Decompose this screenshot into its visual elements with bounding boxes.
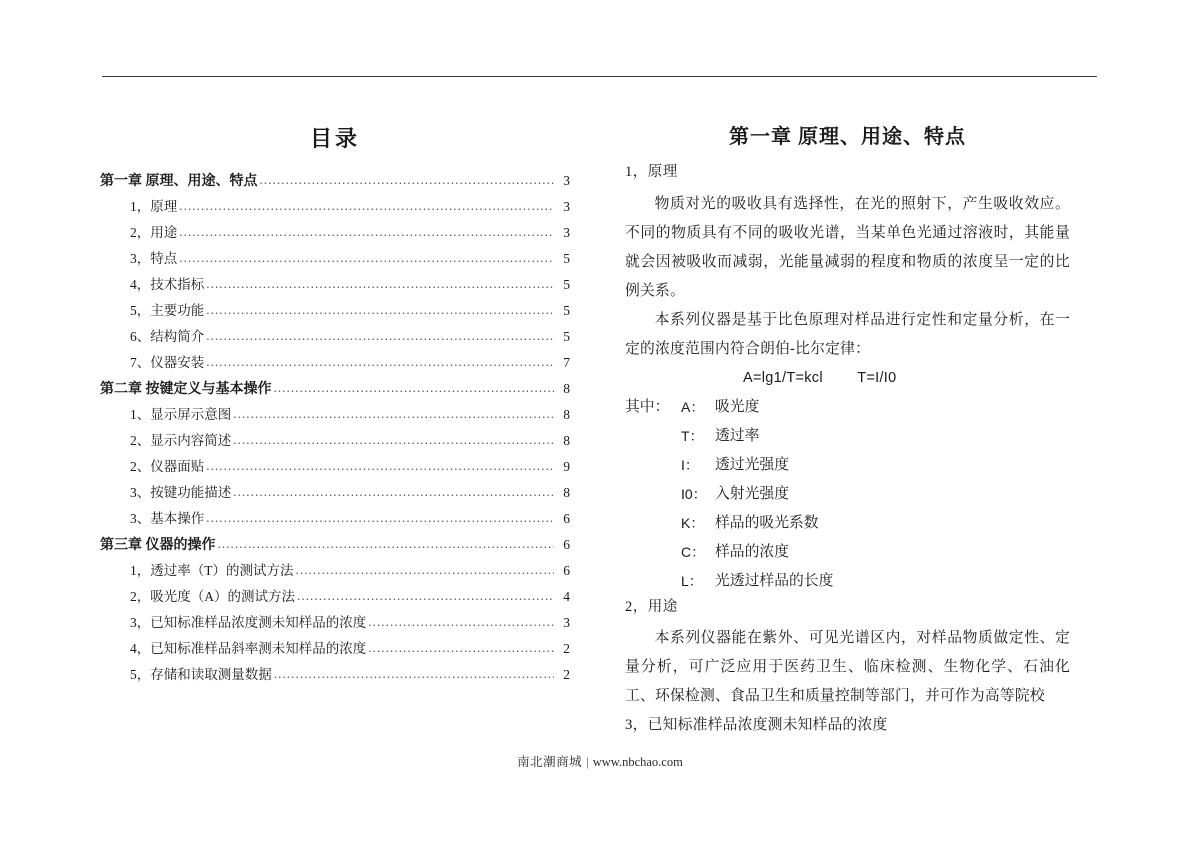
toc-dot-leader [179, 223, 554, 237]
symbol-name: I： [681, 456, 699, 473]
footer-url: www.nbchao.com [592, 755, 683, 769]
symbol-name: K： [681, 514, 705, 531]
toc-entry-page-number: 8 [563, 406, 570, 422]
toc-entry[interactable] [100, 587, 570, 613]
toc-entry[interactable] [100, 405, 570, 431]
beer-lambert-formula: A=lg1/T=kcl T=I/I0 [743, 369, 897, 386]
toc-entry-label: 1，透过率（T）的测试方法 [130, 562, 294, 578]
toc-entry-page-number: 2 [563, 640, 570, 656]
toc-entry-label: 2、显示内容简述 [130, 432, 232, 448]
toc-entry-page-number: 3 [563, 198, 570, 214]
toc-dot-leader [179, 249, 554, 263]
toc-entry[interactable] [100, 613, 570, 639]
toc-entry[interactable] [100, 509, 570, 535]
symbol-name: L： [681, 572, 703, 589]
toc-entry-label: 6、结构简介 [130, 328, 205, 344]
symbol-meaning: 吸光度 [715, 398, 760, 415]
where-label [625, 509, 681, 538]
toc-dot-leader [297, 587, 554, 601]
toc-entry-label: 3、基本操作 [130, 510, 205, 526]
toc-entry-label: 2，用途 [130, 224, 178, 240]
footer-separator: | [586, 755, 589, 769]
toc-entry[interactable] [100, 639, 570, 665]
symbol-meaning: 光透过样品的长度 [715, 572, 834, 589]
page-columns [0, 110, 1200, 740]
toc-dot-leader [206, 301, 554, 315]
toc-entry[interactable] [100, 197, 570, 223]
where-label: 其中： [625, 398, 670, 415]
symbol-definition-row [625, 538, 1070, 567]
toc-entry[interactable] [100, 223, 570, 249]
symbol-meaning: 样品的浓度 [715, 543, 789, 560]
symbol-name: C： [681, 543, 706, 560]
symbol-definition-row [625, 422, 1070, 451]
toc-entry-label: 7、仪器安装 [130, 354, 205, 370]
paragraph-usage: 本系列仪器能在紫外、可见光谱区内，对样品物质做定性、定量分析，可广泛应用于医药卫生、临床检测、生物化学、石油化工、环保检测、食品卫生和质量控制等部门，并可作为高等院校 [625, 630, 1070, 704]
table-of-contents [100, 110, 570, 691]
toc-dot-leader [233, 483, 554, 497]
header-rule [102, 76, 1097, 77]
toc-entry-page-number: 9 [563, 458, 570, 474]
where-label [625, 422, 681, 451]
toc-entry-label: 2，吸光度（A）的测试方法 [130, 588, 295, 604]
toc-entry-page-number: 3 [563, 224, 570, 240]
toc-dot-leader [233, 405, 554, 419]
symbol-definition-list [625, 393, 1070, 596]
toc-entry-label: 5，存储和读取测量数据 [130, 666, 272, 682]
toc-entry-page-number: 5 [563, 328, 570, 344]
paragraph-principle-2: 本系列仪器是基于比色原理对样品进行定性和定量分析，在一定的浓度范围内符合朗伯-比尔定律： [625, 311, 1070, 357]
toc-entry-page-number: 7 [563, 354, 570, 370]
toc-entry[interactable] [100, 171, 570, 197]
paragraph-principle-1: 物质对光的吸收具有选择性，在光的照射下，产生吸收效应。不同的物质具有不同的吸收光谱，当某单色光通过溶液时，其能量就会因被吸收而减弱，光能量减弱的程度和物质的浓度呈一定的比例关系。 [625, 195, 1070, 299]
toc-entry-label: 第三章 仪器的操作 [100, 538, 216, 553]
section-heading-known-concentration: 3，已知标准样品浓度测未知样品的浓度 [625, 717, 888, 733]
toc-entry-page-number: 6 [563, 537, 570, 552]
toc-dot-leader [206, 275, 554, 289]
symbol-meaning: 样品的吸光系数 [715, 514, 819, 531]
toc-entry-page-number: 8 [563, 381, 570, 396]
toc-dot-leader [206, 327, 554, 341]
toc-dot-leader [274, 665, 554, 679]
symbol-meaning: 透过光强度 [715, 456, 789, 473]
toc-title: 目录 [309, 126, 360, 151]
symbol-name: A： [681, 398, 705, 415]
symbol-meaning: 透过率 [715, 427, 760, 444]
toc-entry-label: 3、按键功能描述 [130, 484, 232, 500]
toc-entry[interactable] [100, 431, 570, 457]
toc-entry[interactable] [100, 379, 570, 405]
toc-entry-page-number: 5 [563, 250, 570, 266]
symbol-name: T： [681, 427, 704, 444]
toc-dot-leader [179, 197, 554, 211]
symbol-definition-row [625, 509, 1070, 538]
symbol-definition-row [625, 480, 1070, 509]
page-footer [0, 752, 1200, 770]
toc-entry[interactable] [100, 353, 570, 379]
toc-list [100, 171, 570, 691]
toc-entry-label: 2、仪器面贴 [130, 458, 205, 474]
where-label [625, 451, 681, 480]
toc-entry[interactable] [100, 327, 570, 353]
toc-entry-label: 1，原理 [130, 198, 178, 214]
toc-dot-leader [296, 561, 555, 575]
section-heading-usage: 2，用途 [625, 598, 678, 615]
toc-entry-page-number: 4 [563, 588, 570, 604]
toc-dot-leader [368, 613, 554, 627]
footer-brand: 南北潮商城 [517, 755, 583, 769]
chapter-title: 第一章 原理、用途、特点 [729, 126, 966, 148]
symbol-name: I0： [681, 485, 707, 502]
toc-dot-leader [274, 379, 555, 393]
toc-entry-label: 5，主要功能 [130, 302, 205, 318]
toc-entry-label: 3，特点 [130, 250, 178, 266]
symbol-definition-row [625, 451, 1070, 480]
toc-entry-page-number: 2 [563, 666, 570, 682]
toc-dot-leader [368, 639, 554, 653]
toc-entry[interactable] [100, 483, 570, 509]
toc-entry-label: 1、显示屏示意图 [130, 406, 232, 422]
toc-dot-leader [206, 353, 554, 367]
toc-entry[interactable] [100, 561, 570, 587]
toc-entry[interactable] [100, 457, 570, 483]
toc-entry-page-number: 8 [563, 432, 570, 448]
toc-dot-leader [206, 509, 554, 523]
where-label [625, 567, 681, 596]
toc-entry-page-number: 5 [563, 302, 570, 318]
toc-dot-leader [260, 171, 555, 185]
toc-entry-page-number: 6 [563, 562, 570, 578]
toc-dot-leader [233, 431, 554, 445]
toc-dot-leader [218, 535, 555, 549]
toc-entry-page-number: 8 [563, 484, 570, 500]
chapter-content [625, 110, 1070, 740]
symbol-meaning: 入射光强度 [715, 485, 789, 502]
toc-entry-label: 3，已知标准样品浓度测未知样品的浓度 [130, 614, 367, 630]
toc-entry-page-number: 6 [563, 510, 570, 526]
toc-entry[interactable] [100, 665, 570, 691]
where-label [625, 538, 681, 567]
toc-entry[interactable] [100, 275, 570, 301]
toc-entry-page-number: 3 [563, 614, 570, 630]
section-heading-principle: 1，原理 [625, 164, 678, 180]
where-label [625, 480, 681, 509]
symbol-definition-row [625, 567, 1070, 596]
toc-entry-label: 4，技术指标 [130, 276, 205, 292]
toc-entry[interactable] [100, 249, 570, 275]
toc-entry-page-number: 3 [563, 173, 570, 188]
toc-entry[interactable] [100, 301, 570, 327]
toc-entry-label: 第一章 原理、用途、特点 [100, 174, 258, 189]
toc-entry-page-number: 5 [563, 276, 570, 292]
toc-entry-label: 第二章 按键定义与基本操作 [100, 382, 272, 397]
toc-dot-leader [206, 457, 554, 471]
toc-entry-label: 4，已知标准样品斜率测未知样品的浓度 [130, 640, 367, 656]
toc-entry[interactable] [100, 535, 570, 561]
symbol-definition-row [625, 393, 1070, 422]
